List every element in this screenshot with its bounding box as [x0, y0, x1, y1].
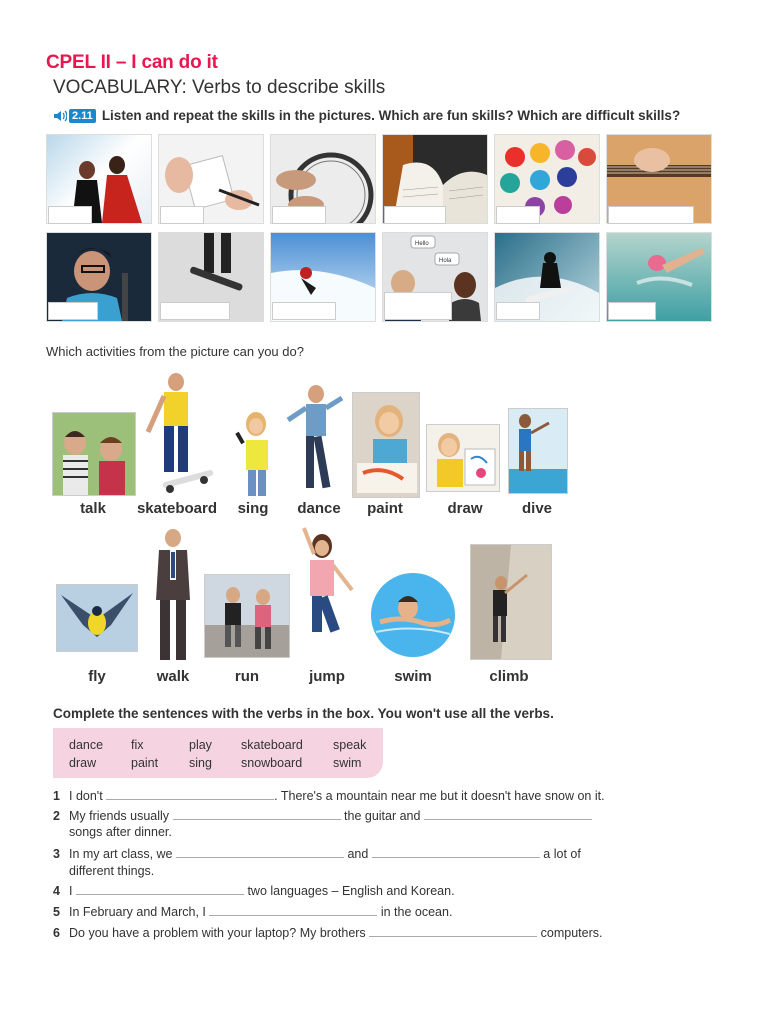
label-box[interactable]	[608, 206, 694, 224]
word-item: snowboard	[241, 756, 303, 770]
sentence-2: 2 My friends usually the guitar and	[53, 808, 592, 823]
exercise-instruction: Complete the sentences with the verbs in the box. You won't use all the verbs.	[53, 706, 554, 721]
activity-label: walk	[156, 668, 190, 685]
activity-label: run	[234, 668, 260, 685]
sentence-3-continued: different things.	[69, 864, 155, 878]
image-sing	[228, 410, 278, 496]
answer-blank[interactable]	[424, 808, 592, 820]
activity-label: jump	[309, 668, 345, 685]
vocabulary-heading: VOCABULARY: Verbs to describe skills	[53, 77, 386, 98]
image-skateboard	[142, 372, 216, 496]
word-box	[53, 728, 383, 778]
answer-blank[interactable]	[372, 846, 540, 858]
activity-label: paint	[367, 500, 403, 517]
image-dive	[508, 408, 568, 494]
label-box[interactable]	[384, 206, 446, 224]
label-box[interactable]	[48, 302, 98, 320]
word-item: sing	[189, 756, 212, 770]
image-run	[204, 574, 290, 658]
word-item: play	[189, 738, 212, 752]
word-item: paint	[131, 756, 159, 770]
activity-label: skateboard	[136, 500, 218, 517]
activity-label: dance	[297, 500, 341, 517]
audio-icon[interactable]	[53, 109, 96, 123]
activity-label: talk	[80, 500, 106, 517]
image-climb	[470, 544, 552, 660]
word-item: dance	[69, 738, 104, 752]
answer-blank[interactable]	[106, 788, 274, 800]
sentence-6: 6 Do you have a problem with your laptop? My brothers computers.	[53, 926, 603, 940]
label-box[interactable]	[160, 302, 230, 320]
image-paint	[352, 392, 420, 498]
svg-text:Hola: Hola	[439, 258, 452, 264]
activity-label: dive	[521, 500, 552, 517]
image-dance	[286, 384, 344, 496]
activity-label: sing	[237, 500, 269, 517]
word-item: skateboard	[241, 738, 303, 752]
image-talk	[52, 412, 136, 496]
track-number: 2.11	[69, 109, 96, 123]
sentence-1: 1 I don't . There's a mountain near me but it doesn't have snow on it.	[53, 789, 605, 803]
listen-instruction	[53, 108, 680, 123]
label-box[interactable]	[160, 206, 204, 224]
answer-blank[interactable]	[209, 904, 377, 916]
activity-label: swim	[394, 668, 432, 685]
label-box[interactable]	[496, 206, 540, 224]
label-box[interactable]	[272, 302, 336, 320]
word-item: speak	[333, 738, 367, 752]
label-box[interactable]	[272, 206, 326, 224]
answer-blank[interactable]	[176, 846, 344, 858]
label-box[interactable]	[608, 302, 656, 320]
svg-text:Hello: Hello	[415, 241, 429, 247]
label-box[interactable]	[496, 302, 540, 320]
answer-blank[interactable]	[369, 925, 537, 937]
activity-label: draw	[447, 500, 483, 517]
sentence-5: 5 In February and March, I in the ocean.	[53, 905, 453, 919]
question-text: Which activities from the picture can you do?	[46, 344, 304, 359]
image-walk	[150, 528, 196, 664]
image-swim	[370, 572, 456, 658]
sentence-2-continued: songs after dinner.	[69, 825, 172, 839]
word-item: swim	[333, 756, 362, 770]
word-item: draw	[69, 756, 97, 770]
activity-label: climb	[489, 668, 529, 685]
label-box[interactable]	[384, 292, 452, 320]
image-jump	[298, 524, 356, 652]
label-box[interactable]	[48, 206, 92, 224]
word-item: fix	[131, 738, 144, 752]
answer-blank[interactable]	[76, 883, 244, 895]
page-title: CPEL II – I can do it	[46, 52, 218, 73]
instruction-text: Listen and repeat the skills in the pictures. Which are fun skills? Which are difficult skills?	[101, 108, 681, 123]
image-draw	[426, 424, 500, 492]
answer-blank[interactable]	[173, 808, 341, 820]
image-fly	[56, 584, 138, 652]
sentence-4: 4 I two languages – English and Korean.	[53, 884, 455, 898]
activity-label: fly	[88, 668, 106, 685]
sentence-3: 3 In my art class, we and a lot of	[53, 847, 581, 861]
